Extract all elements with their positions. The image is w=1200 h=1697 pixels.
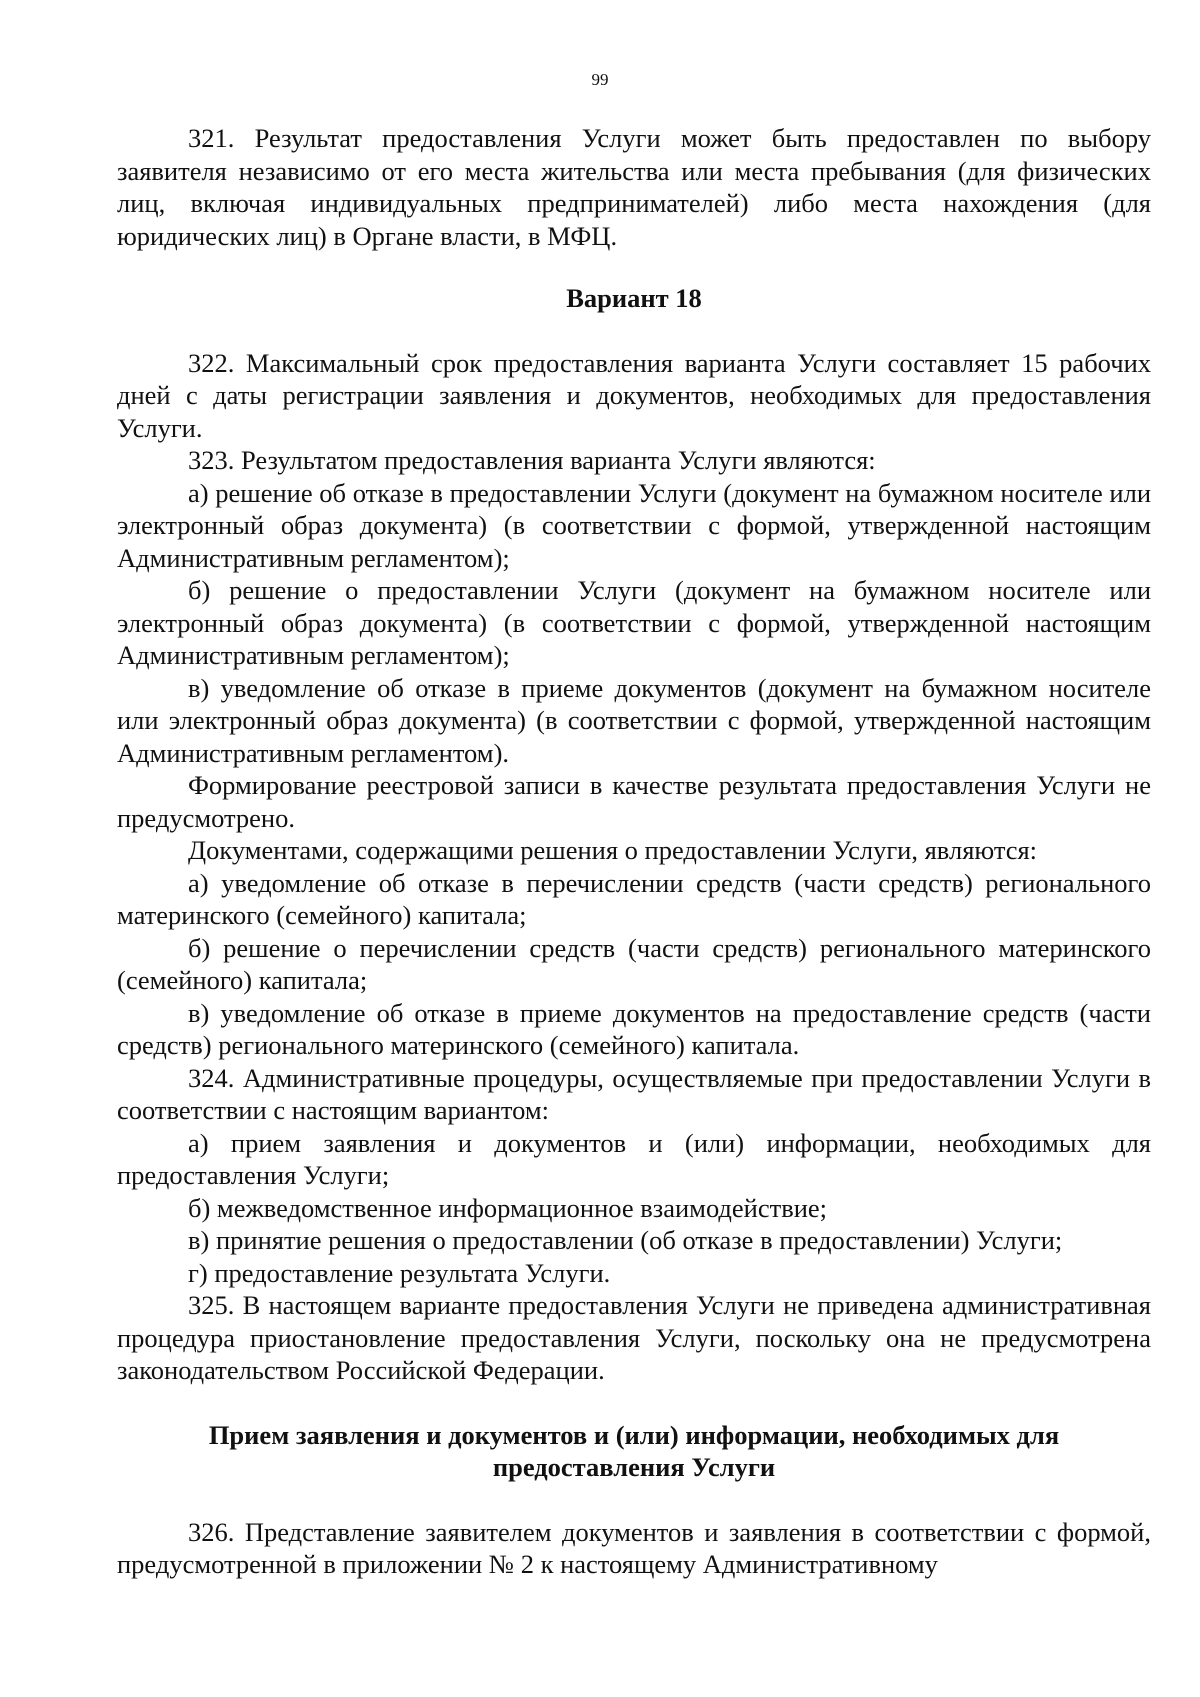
paragraph-decision-documents: Документами, содержащими решения о предоставлении Услуги, являются: — [188, 835, 1038, 865]
list-item-324-d: г) предоставление результата Услуги. — [188, 1257, 611, 1288]
list-item-decision-a: а) уведомление об отказе в перечислении средств (части средств) регионального материнского (семейного) капитала; — [117, 867, 1151, 930]
paragraph-325: 325. В настоящем варианте предоставления Услуги не приведена административная процедура приостановление предоставления Услуги, поскольку она не предусмотрена законодательством Российской Федерации. — [117, 1290, 1151, 1385]
list-item-324-b: б) межведомственное информационное взаимодействие; — [188, 1192, 828, 1223]
list-item-323-b: б) решение о предоставлении Услуги (документ на бумажном носителе или электронный образ документа) (в соответствии с формой, утвержденной настоящим Административным регламентом); — [117, 575, 1151, 670]
list-item-323-c: в) уведомление об отказе в приеме документов (документ на бумажном носителе или электронный образ документа) (в соответствии с формой, утвержденной настоящим Административным регламентом). — [117, 672, 1151, 768]
list-item-decision-c: в) уведомление об отказе в приеме документов на предоставление средств (части средств) регионального материнского (семейного) капитала. — [117, 997, 1151, 1060]
section-heading-variant-18: Вариант 18 — [566, 283, 702, 313]
paragraph-322: 322. Максимальный срок предоставления варианта Услуги составляет 15 рабочих дней с даты регистрации заявления и документов, необходимых для предоставления Услуги. — [117, 347, 1151, 443]
page-number: 99 — [591, 70, 609, 89]
list-item-323-a: а) решение об отказе в предоставлении Услуги (документ на бумажном носителе или электронный образ документа) (в соответствии с формой, утвержденной настоящим Административным регламентом); — [117, 477, 1151, 573]
list-item-324-c: в) принятие решения о предоставлении (об отказе в предоставлении) Услуги; — [188, 1225, 1063, 1255]
list-item-decision-b: б) решение о перечислении средств (части средств) регионального материнского (семейного) капитала; — [117, 932, 1151, 995]
paragraph-323: 323. Результатом предоставления варианта Услуги являются: — [188, 445, 876, 475]
list-item-324-a: а) прием заявления и документов и (или) информации, необходимых для предоставления Услуги; — [117, 1127, 1151, 1190]
paragraph-326: 326. Представление заявителем документов и заявления в соответствии с формой, предусмотренной в приложении № 2 к настоящему Административному — [117, 1516, 1151, 1579]
paragraph-324: 324. Административные процедуры, осуществляемые при предоставлении Услуги в соответствии с настоящим вариантом: — [117, 1062, 1151, 1125]
section-heading-application-intake: Прием заявления и документов и (или) информации, необходимых для предоставления Услуги — [208, 1419, 1060, 1482]
paragraph-321: 321. Результат предоставления Услуги может быть предоставлен по выбору заявителя независимо от его места жительства или места пребывания (для физических лиц, включая индивидуальных предпринимателей) либо места нахождения (для юридических лиц) в Органе власти, в МФЦ. — [117, 123, 1151, 251]
paragraph-registry-record: Формирование реестровой записи в качестве результата предоставления Услуги не предусмотрено. — [117, 770, 1151, 833]
document-body — [117, 122, 1151, 1581]
